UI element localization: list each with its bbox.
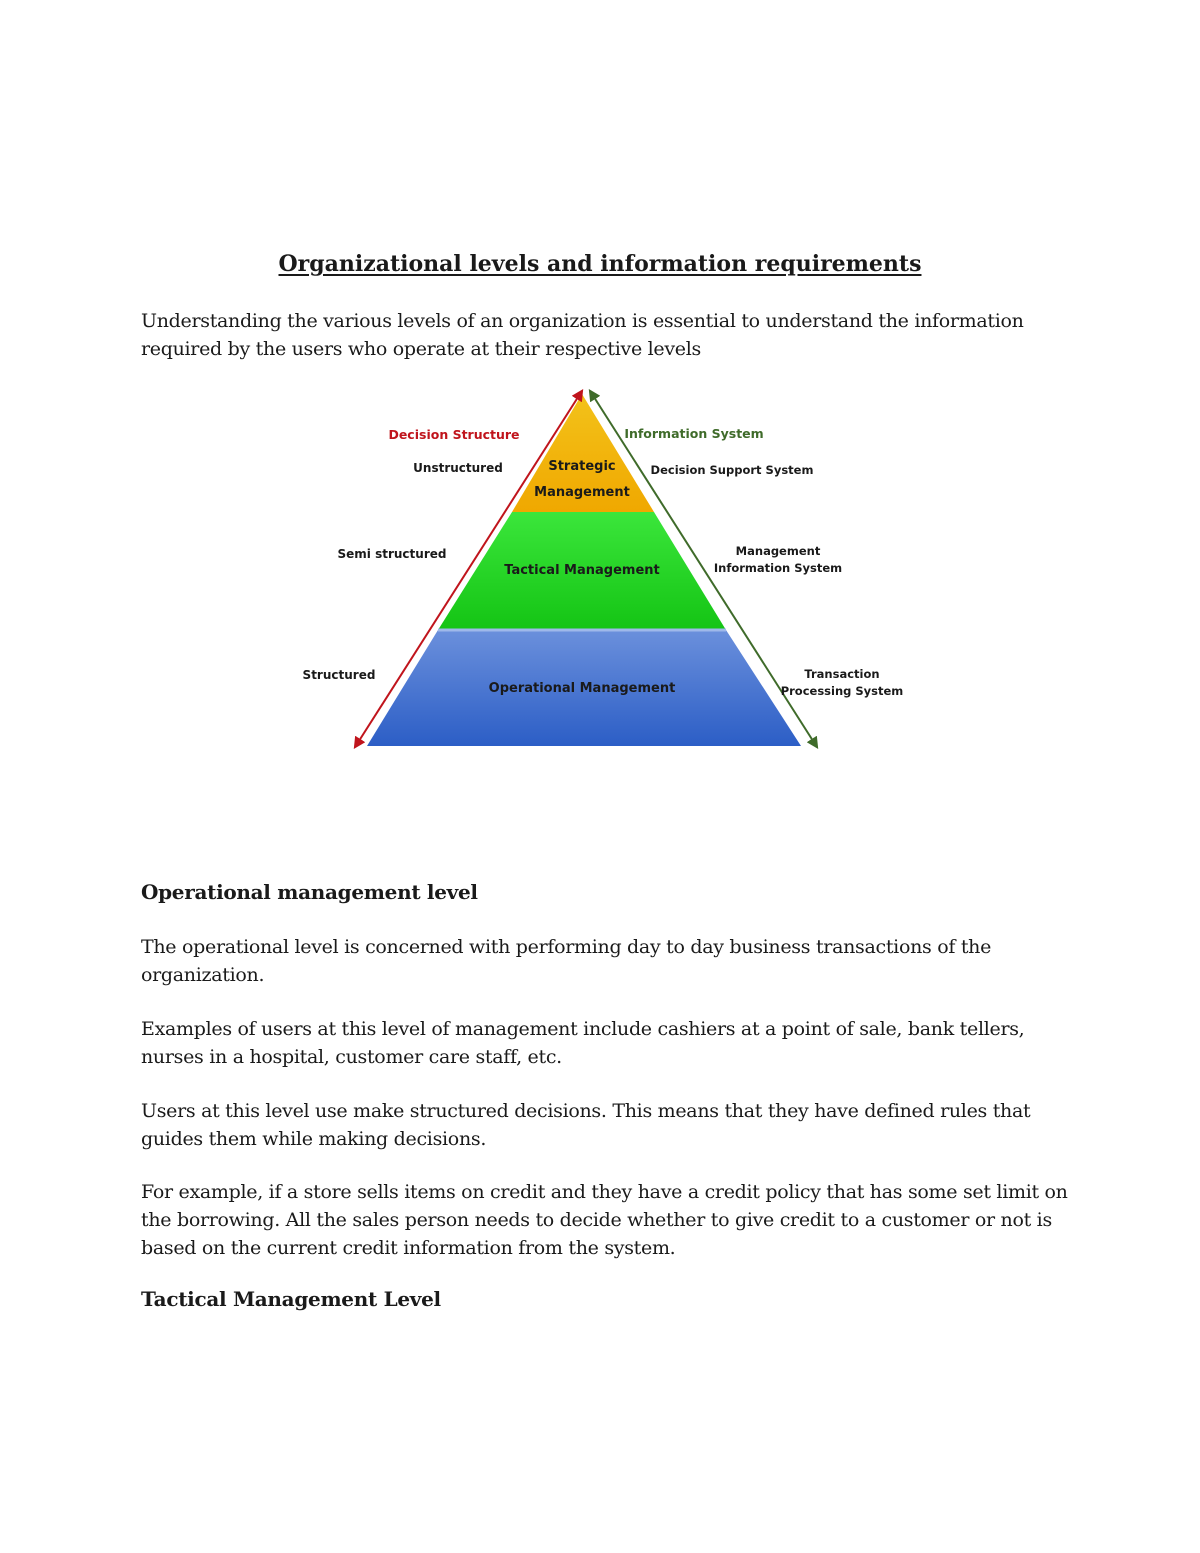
strategic-label-line2: Management: [534, 485, 630, 500]
information-system-header: Information System: [624, 426, 764, 441]
tps-label-line2: Processing System: [780, 684, 904, 698]
organizational-pyramid-diagram: [290, 380, 910, 760]
tactical-label: Tactical Management: [504, 563, 660, 578]
mis-label-line1: Management: [735, 544, 821, 558]
strategic-label-line1: Strategic: [548, 459, 616, 474]
document-title: Organizational levels and information requirements: [278, 251, 922, 277]
operational-paragraph-4: For example, if a store sells items on credit and they have a credit policy that has some set limit on the borrowing. All the sales person needs to decide whether to give credit to a customer or not is based on the current credit information from the system.: [141, 1181, 1068, 1259]
unstructured-label: Unstructured: [413, 461, 503, 475]
operational-paragraph-2: Examples of users at this level of management include cashiers at a point of sale, bank tellers, nurses in a hospital, customer care staff, etc.: [141, 1018, 1025, 1068]
operational-label: Operational Management: [488, 681, 676, 696]
semi-structured-label: Semi structured: [337, 547, 447, 561]
tactical-section-heading: Tactical Management Level: [141, 1287, 441, 1311]
operational-paragraph-3: Users at this level use make structured decisions. This means that they have defined rules that guides them while making decisions.: [141, 1100, 1031, 1150]
decision-support-system-label: Decision Support System: [650, 463, 814, 477]
tps-label-line1: Transaction: [804, 667, 880, 681]
structured-label: Structured: [302, 668, 376, 682]
intro-paragraph: Understanding the various levels of an organization is essential to understand the information required by the users who operate at their respective levels: [141, 310, 1024, 360]
operational-paragraph-1: The operational level is concerned with performing day to day business transactions of the organization.: [141, 936, 992, 986]
operational-section-heading: Operational management level: [141, 880, 478, 904]
mis-label-line2: Information System: [713, 561, 843, 575]
decision-structure-header: Decision Structure: [388, 427, 520, 442]
